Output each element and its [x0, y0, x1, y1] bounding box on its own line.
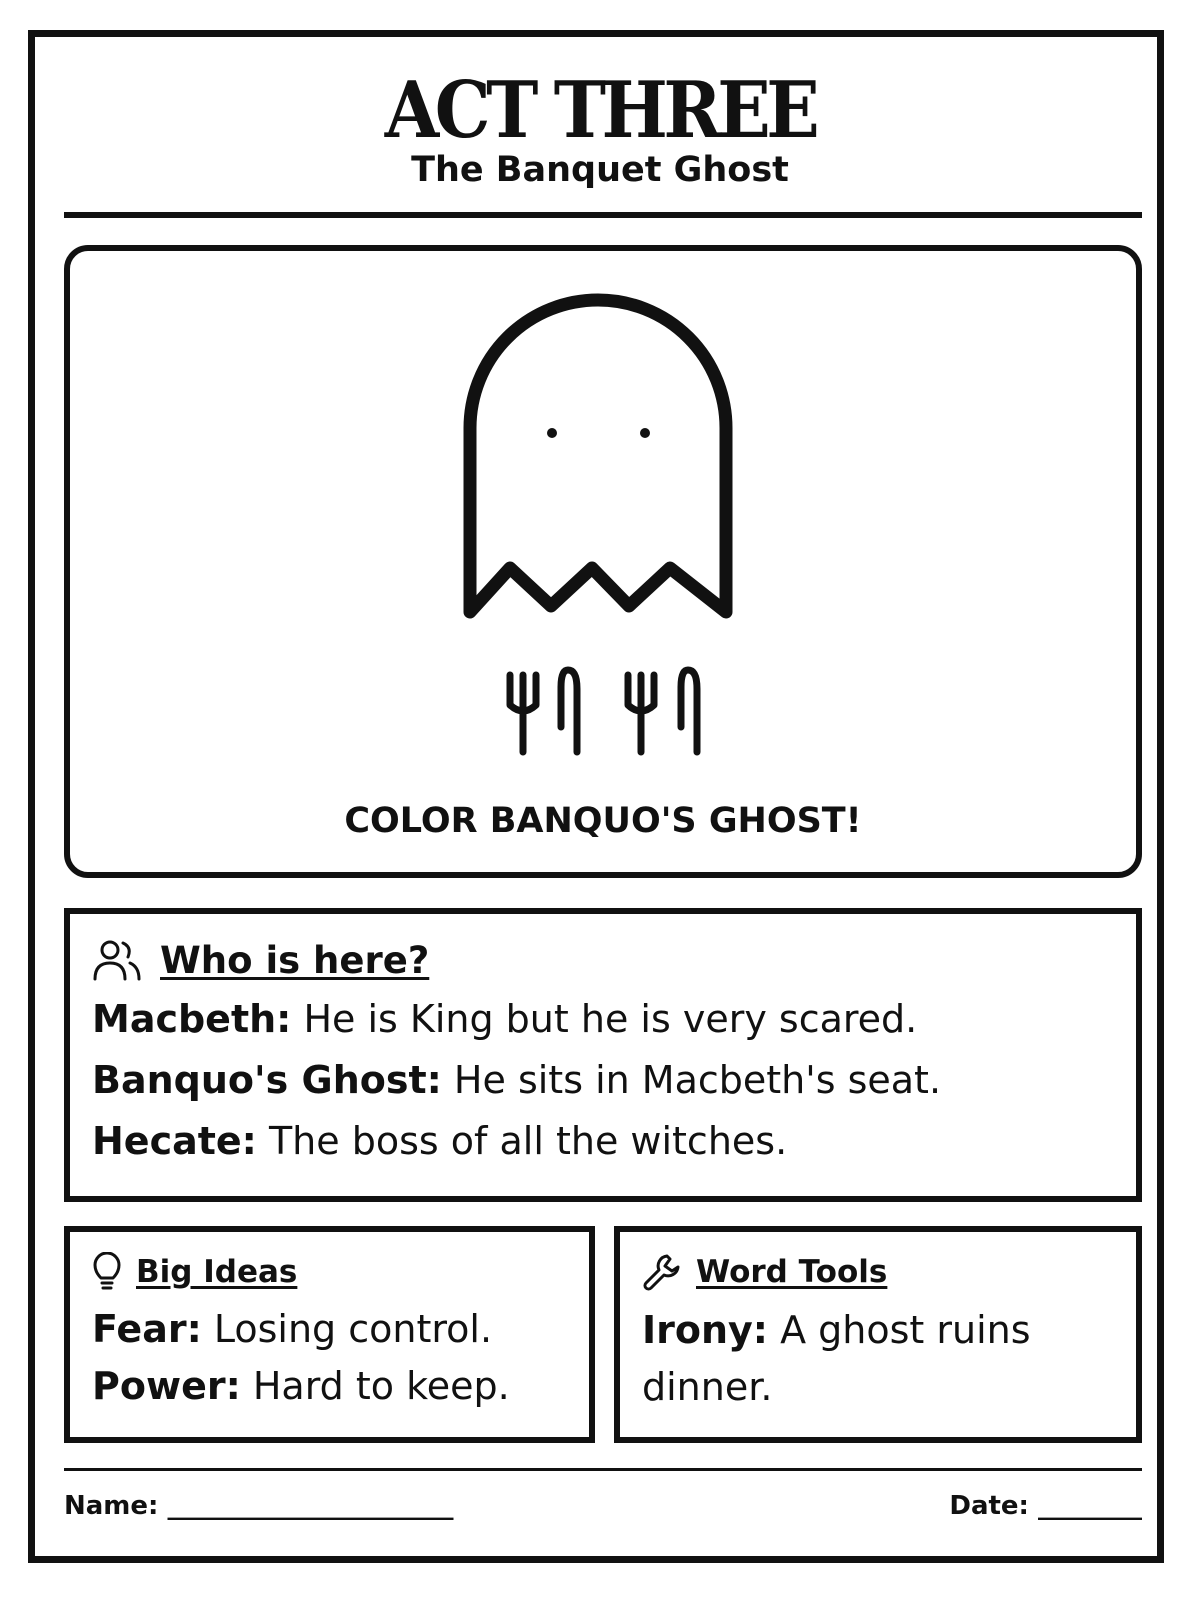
people-icon [92, 938, 142, 982]
page-subtitle: The Banquet Ghost [411, 150, 789, 190]
term-definition: A ghost ruins dinner. [642, 1308, 1031, 1409]
coloring-caption: COLOR BANQUO'S GHOST! [344, 801, 862, 841]
character-row-hecate [92, 1116, 787, 1166]
word-tools-heading: Word Tools [696, 1254, 888, 1290]
who-heading: Who is here? [160, 938, 430, 982]
theme-row-power [92, 1361, 510, 1411]
character-name: Hecate: [92, 1119, 257, 1163]
big-ideas-heading-row [92, 1252, 297, 1292]
word-tools-heading-row [642, 1252, 887, 1292]
character-description: He is King but he is very scared. [291, 997, 918, 1041]
header-divider [64, 212, 1142, 218]
date-field[interactable]: Date: ________ [949, 1491, 1142, 1521]
character-name: Macbeth: [92, 997, 292, 1041]
ghost-icon [470, 300, 726, 612]
word-tools-box [614, 1226, 1142, 1443]
theme-description: Hard to keep. [240, 1364, 510, 1408]
character-row-macbeth [92, 994, 917, 1044]
spoon-icon [561, 670, 577, 752]
footer-divider [64, 1468, 1142, 1471]
character-description: The boss of all the witches. [256, 1119, 788, 1163]
fork-icon [628, 675, 654, 752]
character-row-banquo-ghost [92, 1055, 941, 1105]
who-is-here-box [64, 908, 1142, 1202]
lightbulb-icon [92, 1252, 122, 1292]
big-ideas-heading: Big Ideas [136, 1254, 298, 1290]
spoon-icon [681, 670, 697, 752]
theme-row-fear [92, 1304, 492, 1354]
wrench-icon [642, 1252, 682, 1292]
name-field[interactable]: Name: ______________________ [64, 1491, 454, 1521]
illustration-panel [64, 245, 1142, 878]
fork-icon [510, 675, 536, 752]
theme-name: Power: [92, 1364, 241, 1408]
term-name: Irony: [642, 1308, 769, 1352]
theme-description: Losing control. [201, 1307, 493, 1351]
big-ideas-box [64, 1226, 595, 1443]
who-heading-row [92, 938, 429, 982]
character-name: Banquo's Ghost: [92, 1058, 442, 1102]
illustration-art [70, 251, 1136, 872]
page-title: ACT THREE [384, 65, 816, 156]
term-row-irony [642, 1302, 1112, 1416]
theme-name: Fear: [92, 1307, 202, 1351]
character-description: He sits in Macbeth's seat. [441, 1058, 942, 1102]
